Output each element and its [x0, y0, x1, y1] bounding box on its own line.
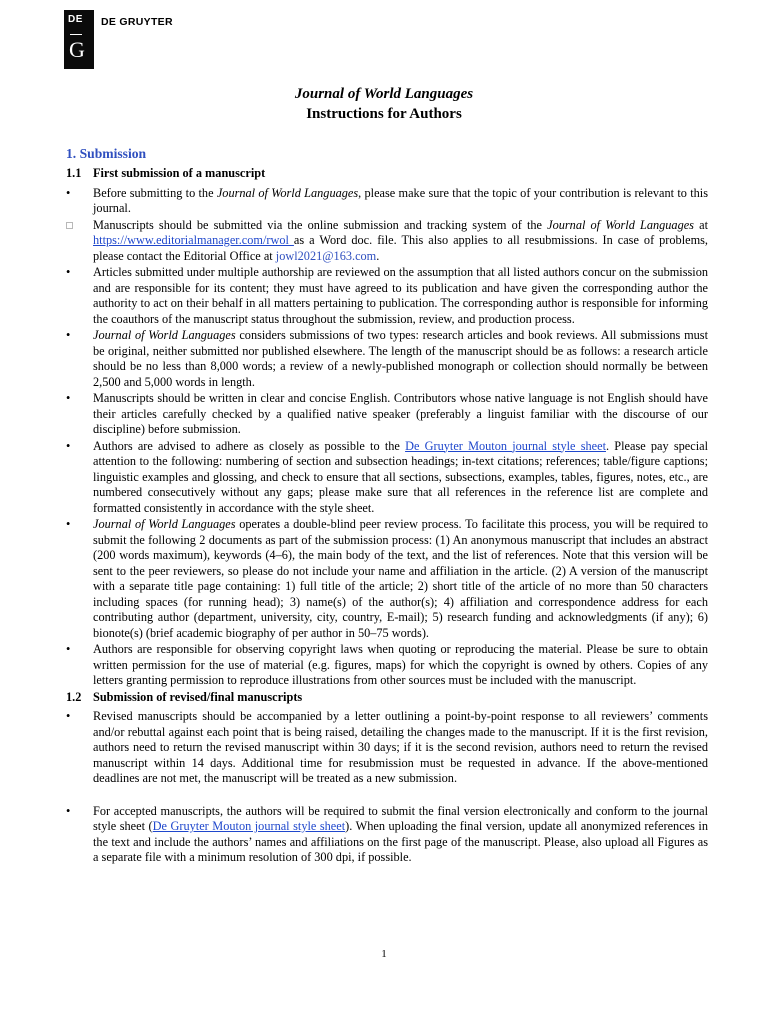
list-item: Manuscripts should be submitted via the online submission and tracking system of the Journal of World Languages at https://www.editorialmanager.com/rwol as a Word doc. file. This also applies to all resubmissions. In case of problems, please contact the Editorial Office at jowl2021@163.com.	[66, 218, 708, 265]
list-item: • Journal of World Languages considers submissions of two types: research articles and book reviews. All submissions must be original, neither submitted nor published elsewhere. The length of the manuscript should be as follows: a research article should be no less than 8,000 words; a review of a newly-published monograph or collection should normally be between 2,500 and 5,000 words in length.	[66, 328, 708, 389]
document-body	[66, 145, 708, 867]
bullet-icon: •	[66, 517, 71, 531]
page-number: 1	[381, 948, 387, 960]
list-item: • Before submitting to the Journal of World Languages, please make sure that the topic of your contribution is relevant to this journal.	[66, 185, 708, 215]
list-item: • Authors are advised to adhere as closely as possible to the De Gruyter Mouton journal style sheet. Please pay special attention to the following: numbering of section and subsection headings; in-text citations; references; table/figure captions; linguistic examples and glossing, and check to ensure that all sections, subsections, examples, tables, figures, notes, etc., are numbered consecutively without any gaps; please make sure that all references in the reference list are complete and formatted consistently in accordance with the style sheet.	[66, 438, 709, 515]
revised-submission-list	[66, 709, 708, 866]
document-title: Instructions for Authors	[306, 106, 462, 122]
logo-top-text: DE	[68, 14, 83, 25]
list-item: • Manuscripts should be written in clear and concise English. Contributors whose native language is not English should have their articles carefully checked by a qualified native speaker (preferably a linguist familiar with the discourse of our discipline) before submission.	[66, 391, 708, 436]
de-gruyter-logo	[64, 10, 94, 69]
section-heading-submission: 1. Submission	[66, 146, 147, 161]
bullet-icon: •	[66, 642, 71, 656]
list-item: • For accepted manuscripts, the authors will be required to submit the final version electronically and conform to the journal style sheet (De Gruyter Mouton journal style sheet). When uploading the final version, update all anonymized references in the text and include the authors’ names and affiliations on the first page of the manuscript. Please, also upload all Figures as a separate file with a minimum resolution of 300 dpi, if possible.	[66, 803, 708, 864]
subsection-heading-1-2	[66, 690, 708, 706]
subsection-number: 1.1	[66, 166, 82, 180]
editorial-manager-link[interactable]: https://www.editorialmanager.com/rwol	[93, 233, 294, 247]
bullet-icon: •	[66, 709, 71, 723]
list-item: • Revised manuscripts should be accompanied by a letter outlining a point-by-point response to all reviewers’ comments and/or rebuttal against each point that is being raised, detailing the changes made to the manuscript. If it is the first revision, authors need to return the revised manuscript within 30 days; if it is the second revision, authors need to return the revised manuscript within 14 days. Additional time for resubmission must be requested in advance. If the above-mentioned deadlines are not met, the manuscript will be treated as a new submission.	[66, 709, 708, 785]
bullet-icon: •	[66, 391, 71, 405]
journal-title: Journal of World Languages	[294, 86, 474, 102]
spacer	[66, 788, 708, 804]
subsection-title: Submission of revised/final manuscripts	[93, 689, 303, 704]
first-submission-list	[66, 186, 708, 689]
bullet-icon: •	[66, 265, 71, 279]
editorial-email[interactable]: jowl2021@163.com	[275, 248, 377, 263]
style-sheet-link[interactable]: De Gruyter Mouton journal style sheet	[405, 438, 606, 453]
subsection-number: 1.2	[66, 689, 82, 704]
bullet-icon: •	[66, 438, 71, 453]
logo-bottom-text: G	[69, 37, 85, 62]
list-item: • Authors are responsible for observing copyright laws when quoting or reproducing the material. Please be sure to obtain written permission for the use of material (e.g. figures, maps) for which the copyright is owned by others. Copies of any letters granting permission to reproduce illustrations from other sources must be included with the manuscript.	[66, 642, 708, 687]
bullet-icon: •	[66, 803, 71, 818]
logo-divider	[70, 34, 82, 35]
bullet-icon: •	[66, 328, 71, 342]
bullet-icon: •	[66, 185, 71, 200]
list-item: • Articles submitted under multiple authorship are reviewed on the assumption that all listed authors concur on the submission and are responsible for its content; they must have agreed to its publication and have given the corresponding author the authority to act on their behalf in all matters pertaining to publication. The corresponding author is responsible for informing the coauthors of the manuscript status throughout the submission, review, and production process.	[66, 265, 708, 326]
checkbox-bullet-icon	[66, 222, 73, 229]
subsection-heading-1-1	[66, 166, 708, 182]
brand-name: DE GRUYTER	[101, 16, 173, 28]
style-sheet-link[interactable]: De Gruyter Mouton journal style sheet	[152, 819, 346, 833]
list-item: • Journal of World Languages operates a double-blind peer review process. To facilitate this process, you will be required to submit the following 2 documents as part of the submission process: (1) An anonymous manuscript that includes an abstract (200 words maximum), keywords (4–6), the main body of the text, and the list of references. Note that this version will be sent to the peer reviewers, so please do not include your name and affiliation in the article. (2) A version of the manuscript with a separate title page containing: 1) full title of the article; 2) short title of the article of no more than 50 characters including spaces (for running head); 3) name(s) of the author(s); 4) affiliation and correspondence address for each contributing author (department, university, city, country, E-mail); 5) research funding and acknowledgments (if any); 6) bionote(s) (brief academic biography of per author in 50–75 words).	[66, 517, 708, 640]
subsection-title: First submission of a manuscript	[93, 166, 266, 180]
